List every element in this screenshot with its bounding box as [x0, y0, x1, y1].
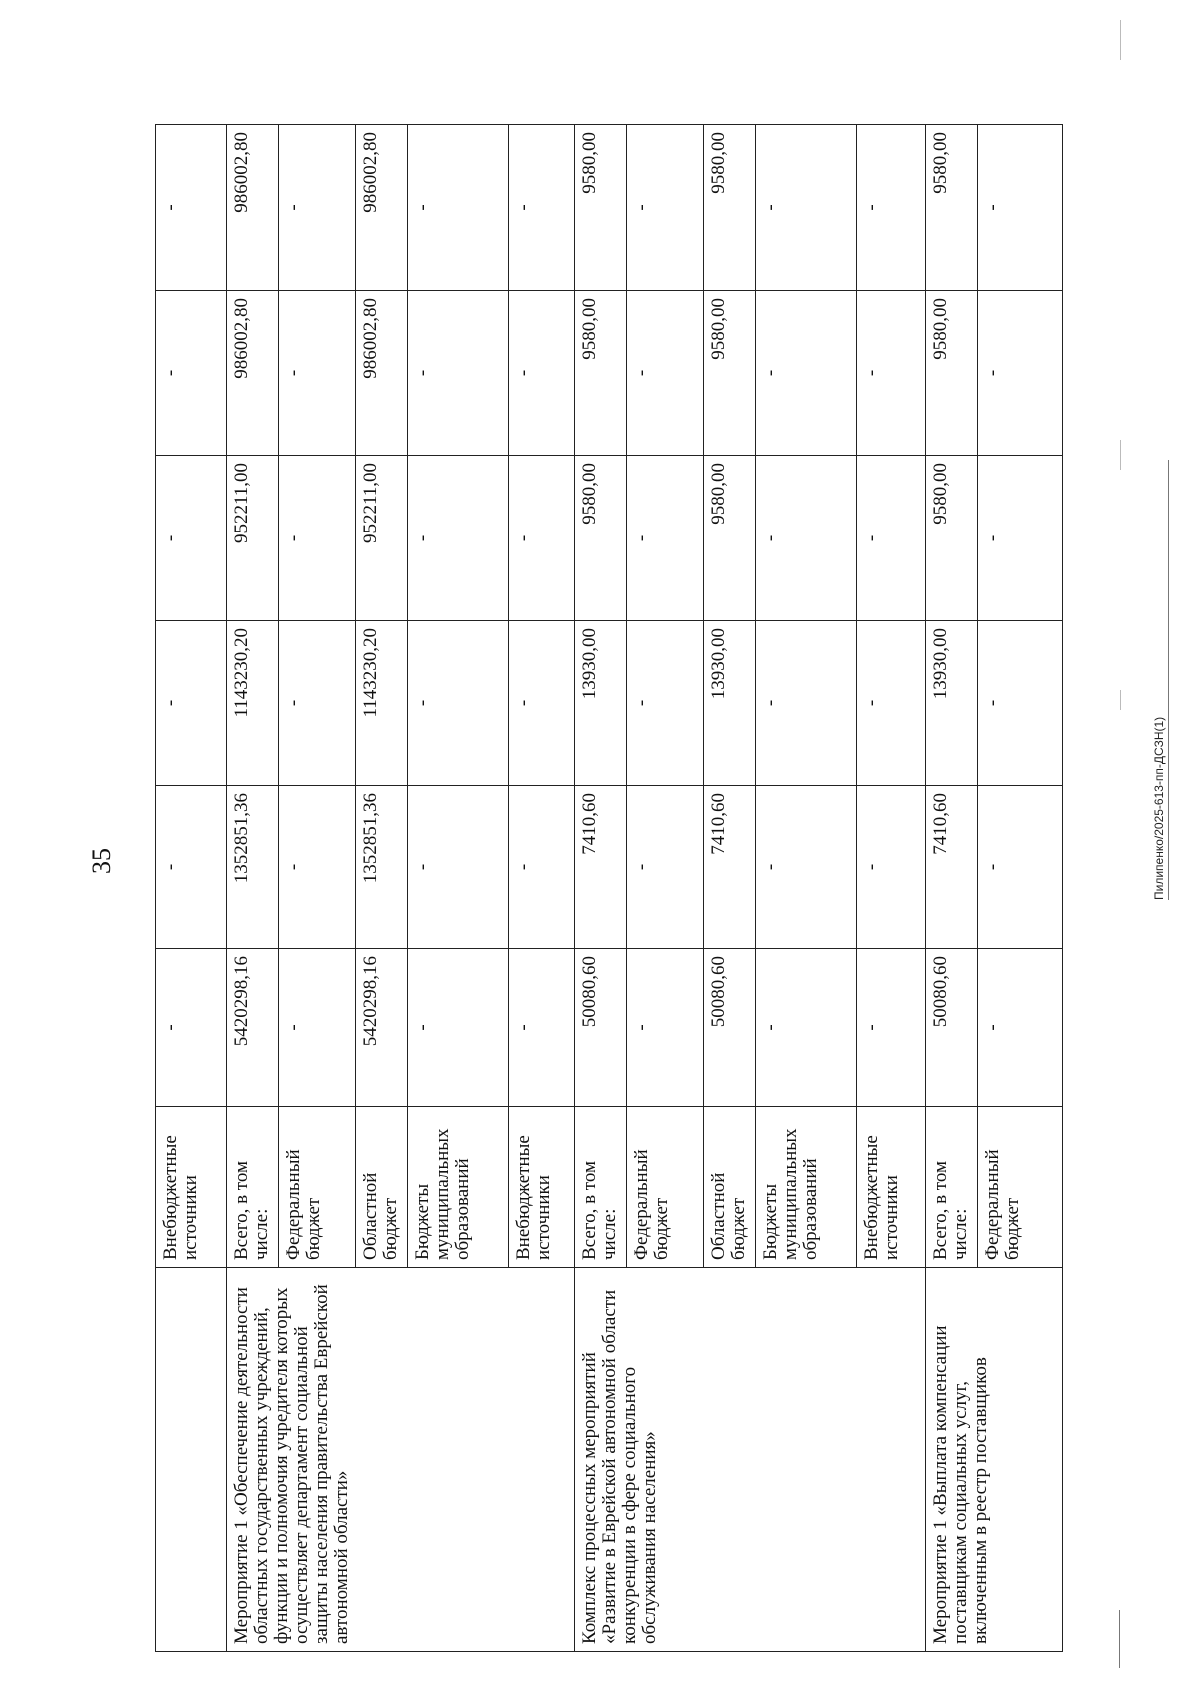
- value-cell: -: [755, 786, 856, 949]
- funding-source-cell: Внебюджетные источники: [156, 1107, 227, 1268]
- funding-source-cell: Всего, в том числе:: [227, 1107, 279, 1268]
- value-cell: 986002,80: [227, 125, 279, 291]
- value-cell: 952211,00: [227, 456, 279, 621]
- value-cell: 5420298,16: [355, 949, 407, 1107]
- value-cell: 1143230,20: [227, 621, 279, 786]
- value-cell: -: [278, 786, 355, 949]
- value-cell: -: [856, 291, 925, 456]
- value-cell: -: [278, 125, 355, 291]
- value-cell: 9580,00: [925, 125, 977, 291]
- program-description-cell: Комплекс процессных мероприятий «Развитие в Еврейской автономной области конкуренции в сфере социального обслуживания населения»: [574, 1268, 925, 1652]
- value-cell: -: [509, 786, 575, 949]
- funding-source-cell: Федеральный бюджет: [278, 1107, 355, 1268]
- value-cell: 5420298,16: [227, 949, 279, 1107]
- program-description-cell: Мероприятие 1 «Обеспечение деятельности областных государственных учреждений, функции и полномочия учредителя которых осуществляет департамент социальной защиты населения правительства Еврейской автономной области»: [227, 1268, 575, 1652]
- value-cell: -: [278, 456, 355, 621]
- value-cell: 7410,60: [925, 786, 977, 949]
- value-cell: -: [856, 621, 925, 786]
- value-cell: 1143230,20: [355, 621, 407, 786]
- value-cell: -: [755, 456, 856, 621]
- value-cell: -: [856, 949, 925, 1107]
- value-cell: -: [626, 456, 703, 621]
- value-cell: -: [856, 456, 925, 621]
- funding-source-cell: Бюджеты муниципальных образований: [407, 1107, 508, 1268]
- value-cell: 9580,00: [703, 456, 755, 621]
- value-cell: 9580,00: [925, 456, 977, 621]
- value-cell: 986002,80: [355, 125, 407, 291]
- value-cell: -: [626, 621, 703, 786]
- value-cell: -: [977, 621, 1062, 786]
- funding-source-cell: Всего, в том числе:: [574, 1107, 626, 1268]
- value-cell: -: [156, 456, 227, 621]
- value-cell: 13930,00: [574, 621, 626, 786]
- value-cell: 9580,00: [703, 125, 755, 291]
- value-cell: 1352851,36: [355, 786, 407, 949]
- value-cell: -: [407, 949, 508, 1107]
- value-cell: -: [407, 456, 508, 621]
- funding-source-cell: Внебюджетные источники: [509, 1107, 575, 1268]
- funding-source-cell: Федеральный бюджет: [977, 1107, 1062, 1268]
- value-cell: 9580,00: [925, 291, 977, 456]
- value-cell: 50080,60: [574, 949, 626, 1107]
- value-cell: -: [509, 456, 575, 621]
- value-cell: -: [977, 456, 1062, 621]
- margin-line: [1119, 1610, 1120, 1668]
- value-cell: 9580,00: [574, 291, 626, 456]
- value-cell: -: [156, 949, 227, 1107]
- value-cell: -: [977, 125, 1062, 291]
- value-cell: -: [509, 125, 575, 291]
- value-cell: -: [977, 291, 1062, 456]
- margin-tick: [1120, 690, 1121, 710]
- value-cell: 952211,00: [355, 456, 407, 621]
- value-cell: -: [977, 786, 1062, 949]
- value-cell: -: [509, 949, 575, 1107]
- value-cell: -: [278, 949, 355, 1107]
- table-row: [227, 125, 279, 1652]
- value-cell: -: [755, 621, 856, 786]
- table-row: [156, 125, 227, 1652]
- value-cell: -: [755, 125, 856, 291]
- table-row: [574, 125, 626, 1652]
- value-cell: -: [856, 125, 925, 291]
- program-description-cell: Мероприятие 1 «Выплата компенсации поставщикам социальных услуг, включенным в реестр поставщиков: [925, 1268, 1062, 1652]
- value-cell: -: [278, 621, 355, 786]
- value-cell: -: [626, 291, 703, 456]
- budget-table: [155, 124, 1063, 1652]
- rotated-table-container: [155, 125, 1063, 1652]
- value-cell: -: [626, 125, 703, 291]
- value-cell: 9580,00: [574, 456, 626, 621]
- value-cell: -: [977, 949, 1062, 1107]
- funding-source-cell: Областной бюджет: [355, 1107, 407, 1268]
- value-cell: 9580,00: [703, 291, 755, 456]
- margin-tick: [1120, 440, 1121, 470]
- program-description-cell: [156, 1268, 227, 1652]
- value-cell: -: [856, 786, 925, 949]
- value-cell: 13930,00: [925, 621, 977, 786]
- value-cell: -: [407, 786, 508, 949]
- value-cell: 50080,60: [703, 949, 755, 1107]
- margin-tick: [1120, 20, 1121, 60]
- value-cell: 986002,80: [227, 291, 279, 456]
- budget-table-body: [156, 125, 1063, 1652]
- value-cell: -: [156, 786, 227, 949]
- value-cell: -: [278, 291, 355, 456]
- value-cell: -: [509, 291, 575, 456]
- value-cell: -: [407, 621, 508, 786]
- value-cell: 7410,60: [574, 786, 626, 949]
- funding-source-cell: Внебюджетные источники: [856, 1107, 925, 1268]
- value-cell: -: [509, 621, 575, 786]
- value-cell: -: [156, 621, 227, 786]
- page-number: 35: [87, 848, 116, 874]
- document-reference: Пилипенко/2025-613-пп-ДСЗН(1): [1150, 460, 1169, 900]
- value-cell: 9580,00: [574, 125, 626, 291]
- funding-source-cell: Бюджеты муниципальных образований: [755, 1107, 856, 1268]
- value-cell: -: [626, 949, 703, 1107]
- value-cell: -: [626, 786, 703, 949]
- value-cell: 13930,00: [703, 621, 755, 786]
- funding-source-cell: Всего, в том числе:: [925, 1107, 977, 1268]
- value-cell: -: [755, 949, 856, 1107]
- value-cell: -: [156, 291, 227, 456]
- funding-source-cell: Федеральный бюджет: [626, 1107, 703, 1268]
- funding-source-cell: Областной бюджет: [703, 1107, 755, 1268]
- value-cell: -: [407, 291, 508, 456]
- table-row: [925, 125, 977, 1652]
- value-cell: -: [156, 125, 227, 291]
- value-cell: 986002,80: [355, 291, 407, 456]
- value-cell: 50080,60: [925, 949, 977, 1107]
- value-cell: -: [407, 125, 508, 291]
- value-cell: 7410,60: [703, 786, 755, 949]
- value-cell: 1352851,36: [227, 786, 279, 949]
- value-cell: -: [755, 291, 856, 456]
